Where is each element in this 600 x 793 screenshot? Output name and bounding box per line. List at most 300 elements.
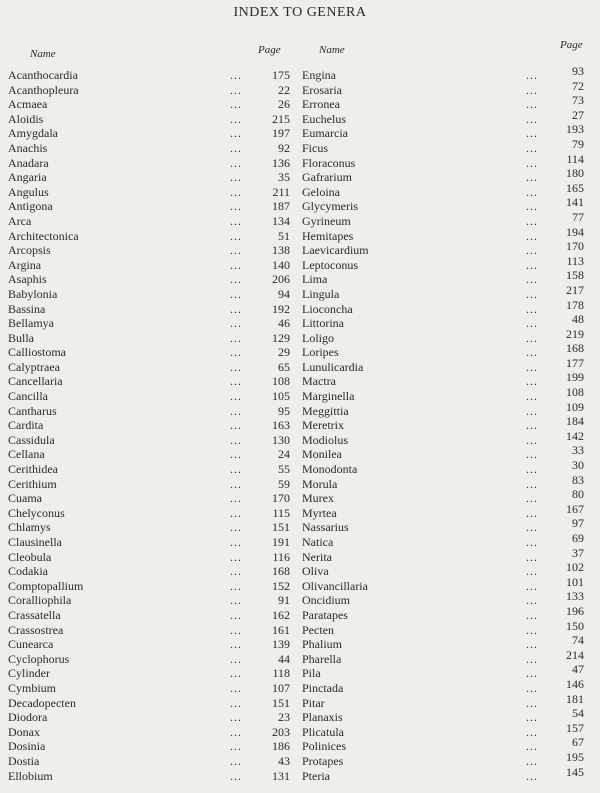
left-index-column <box>8 68 290 783</box>
dot-leader: ... <box>230 578 242 593</box>
index-entry <box>8 316 290 331</box>
dot-leader: ... <box>526 97 538 112</box>
genus-name: Modiolus <box>302 432 349 447</box>
page-number: 92 <box>278 140 290 155</box>
page-number: 109 <box>566 399 584 414</box>
dot-leader: ... <box>230 564 242 579</box>
page-number: 133 <box>566 589 584 604</box>
genus-name: Cancellaria <box>8 374 63 389</box>
right-name-header: Name <box>319 44 345 56</box>
index-entry <box>8 477 290 492</box>
page-number: 170 <box>272 491 290 506</box>
genus-name: Amygdala <box>8 126 58 141</box>
genus-name: Crassatella <box>8 607 61 622</box>
genus-name: Floraconus <box>302 155 356 170</box>
page-number: 91 <box>278 593 290 608</box>
index-entry <box>8 302 290 317</box>
genus-name: Cerithium <box>8 476 57 491</box>
index-entry <box>302 764 584 784</box>
dot-leader: ... <box>230 257 242 272</box>
genus-name: Glycymeris <box>302 199 358 214</box>
page-number: 163 <box>272 418 290 433</box>
page-number: 93 <box>572 64 584 78</box>
genus-name: Chelyconus <box>8 505 65 520</box>
dot-leader: ... <box>230 447 242 462</box>
dot-leader: ... <box>526 578 538 593</box>
index-entry <box>8 141 290 156</box>
page-number: 107 <box>272 680 290 695</box>
index-entry <box>8 404 290 419</box>
genus-name: Decadopecten <box>8 695 76 710</box>
genus-name: Coralliophila <box>8 593 72 608</box>
index-entry <box>8 725 290 740</box>
page-number: 140 <box>272 257 290 272</box>
page-number: 162 <box>272 607 290 622</box>
genus-name: Protapes <box>302 753 344 768</box>
page-number: 193 <box>566 122 584 137</box>
genus-name: Calliostoma <box>8 345 66 360</box>
right-index-column <box>302 64 584 783</box>
genus-name: Meggittia <box>302 403 349 418</box>
dot-leader: ... <box>526 622 538 637</box>
genus-name: Lingula <box>302 286 340 301</box>
page-number: 113 <box>566 253 584 268</box>
genus-name: Loligo <box>302 330 334 345</box>
genus-name: Donax <box>8 724 40 739</box>
genus-name: Geloina <box>302 184 340 199</box>
genus-name: Asaphis <box>8 272 47 287</box>
dot-leader: ... <box>526 593 538 608</box>
genus-name: Codakia <box>8 564 48 579</box>
genus-name: Cyclophorus <box>8 651 70 666</box>
page-number: 105 <box>272 389 290 404</box>
page-number: 51 <box>278 228 290 243</box>
index-entry <box>8 579 290 594</box>
dot-leader: ... <box>230 432 242 447</box>
page-number: 151 <box>272 520 290 535</box>
genus-name: Diodora <box>8 710 48 725</box>
index-entry <box>8 637 290 652</box>
genus-name: Nerita <box>302 549 332 564</box>
left-name-header: Name <box>30 48 56 60</box>
dot-leader: ... <box>526 199 538 214</box>
index-entry <box>8 112 290 127</box>
dot-leader: ... <box>230 199 242 214</box>
dot-leader: ... <box>230 301 242 316</box>
page-number: 186 <box>272 739 290 754</box>
genus-name: Cerithidea <box>8 462 58 477</box>
index-entry <box>8 550 290 565</box>
page-number: 65 <box>278 359 290 374</box>
page-number: 161 <box>272 622 290 637</box>
page-number: 168 <box>566 341 584 356</box>
genus-name: Pitar <box>302 695 325 710</box>
dot-leader: ... <box>526 213 538 228</box>
genus-name: Bassina <box>8 301 46 316</box>
dot-leader: ... <box>526 82 538 97</box>
genus-name: Calyptraea <box>8 359 60 374</box>
dot-leader: ... <box>526 286 538 301</box>
page-number: 77 <box>572 209 584 224</box>
dot-leader: ... <box>526 549 538 564</box>
genus-name: Lima <box>302 272 328 287</box>
dot-leader: ... <box>230 622 242 637</box>
page-number: 116 <box>272 549 290 564</box>
genus-name: Cellana <box>8 447 45 462</box>
genus-name: Polinices <box>302 739 346 754</box>
index-entry <box>8 389 290 404</box>
index-entry <box>8 769 290 784</box>
page-number: 211 <box>272 184 290 199</box>
page-number: 118 <box>272 666 290 681</box>
genus-name: Cardita <box>8 418 44 433</box>
page-number: 146 <box>566 676 584 691</box>
genus-name: Anadara <box>8 155 49 170</box>
genus-name: Hemitapes <box>302 228 354 243</box>
dot-leader: ... <box>230 710 242 725</box>
page-number: 26 <box>278 97 290 112</box>
genus-name: Cantharus <box>8 403 57 418</box>
genus-name: Planaxis <box>302 710 343 725</box>
page-number: 83 <box>572 472 584 487</box>
page-number: 196 <box>566 603 584 618</box>
index-entry <box>8 710 290 725</box>
genus-name: Loripes <box>302 345 339 360</box>
index-entry <box>8 564 290 579</box>
genus-name: Angulus <box>8 184 49 199</box>
page-number: 48 <box>572 312 584 327</box>
index-entry <box>8 681 290 696</box>
genus-name: Acanthopleura <box>8 82 79 97</box>
page-number: 215 <box>272 111 290 126</box>
index-entry <box>8 491 290 506</box>
genus-name: Murex <box>302 491 334 506</box>
page-number: 67 <box>572 735 584 750</box>
genus-name: Babylonia <box>8 286 58 301</box>
genus-name: Ficus <box>302 140 329 155</box>
index-entry <box>8 623 290 638</box>
genus-name: Plicatula <box>302 724 344 739</box>
dot-leader: ... <box>230 345 242 360</box>
genus-name: Eumarcia <box>302 126 348 141</box>
page-number: 151 <box>272 695 290 710</box>
dot-leader: ... <box>230 695 242 710</box>
dot-leader: ... <box>526 243 538 258</box>
page-number: 43 <box>278 753 290 768</box>
page-number: 24 <box>278 447 290 462</box>
index-entry <box>8 696 290 711</box>
dot-leader: ... <box>526 418 538 433</box>
genus-name: Crassostrea <box>8 622 64 637</box>
page-number: 55 <box>278 462 290 477</box>
index-entry <box>8 374 290 389</box>
dot-leader: ... <box>526 753 538 768</box>
genus-name: Phalium <box>302 637 343 652</box>
page-number: 214 <box>566 647 584 662</box>
dot-leader: ... <box>230 111 242 126</box>
dot-leader: ... <box>526 666 538 681</box>
index-entry <box>8 520 290 535</box>
page-number: 102 <box>566 560 584 575</box>
genus-name: Comptopallium <box>8 578 84 593</box>
dot-leader: ... <box>230 228 242 243</box>
page-number: 139 <box>272 637 290 652</box>
dot-leader: ... <box>230 520 242 535</box>
dot-leader: ... <box>230 126 242 141</box>
page-number: 145 <box>566 764 584 779</box>
genus-name: Anachis <box>8 140 48 155</box>
genus-name: Monodonta <box>302 462 358 477</box>
index-entry <box>8 185 290 200</box>
dot-leader: ... <box>526 491 538 506</box>
dot-leader: ... <box>526 68 538 82</box>
dot-leader: ... <box>526 739 538 754</box>
genus-name: Acanthocardia <box>8 68 78 82</box>
page-number: 97 <box>572 516 584 531</box>
genus-name: Cymbium <box>8 680 57 695</box>
page-number: 74 <box>572 633 584 648</box>
genus-name: Chlamys <box>8 520 51 535</box>
page-number: 69 <box>572 531 584 545</box>
genus-name: Oncidium <box>302 593 350 608</box>
dot-leader: ... <box>230 418 242 433</box>
index-entry <box>8 433 290 448</box>
dot-leader: ... <box>526 111 538 126</box>
index-entry <box>8 199 290 214</box>
page-number: 101 <box>566 574 584 589</box>
dot-leader: ... <box>230 476 242 491</box>
genus-name: Littorina <box>302 316 344 331</box>
page-number: 95 <box>278 403 290 418</box>
index-entry <box>8 83 290 98</box>
index-entry <box>8 418 290 433</box>
genus-name: Bellamya <box>8 316 54 331</box>
page-number: 219 <box>566 326 584 341</box>
dot-leader: ... <box>526 432 538 447</box>
page-number: 191 <box>272 535 290 549</box>
genus-name: Paratapes <box>302 607 348 622</box>
page-number: 181 <box>566 691 584 706</box>
page-number: 177 <box>566 355 584 370</box>
genus-name: Arcopsis <box>8 243 51 258</box>
genus-name: Pteria <box>302 768 330 783</box>
dot-leader: ... <box>526 535 538 549</box>
dot-leader: ... <box>526 505 538 520</box>
dot-leader: ... <box>230 593 242 608</box>
index-entry <box>8 360 290 375</box>
genus-name: Gafrarium <box>302 170 352 185</box>
dot-leader: ... <box>230 462 242 477</box>
index-entry <box>8 258 290 273</box>
index-entry <box>8 156 290 171</box>
dot-leader: ... <box>526 462 538 477</box>
page-number: 108 <box>566 385 584 400</box>
page-number: 184 <box>566 414 584 429</box>
dot-leader: ... <box>230 651 242 666</box>
dot-leader: ... <box>230 535 242 549</box>
index-entry <box>8 754 290 769</box>
dot-leader: ... <box>230 389 242 404</box>
page-number: 30 <box>572 458 584 473</box>
page-number: 178 <box>566 297 584 312</box>
dot-leader: ... <box>230 155 242 170</box>
page-number: 217 <box>566 282 584 297</box>
page-number: 44 <box>278 651 290 666</box>
index-entry <box>8 331 290 346</box>
genus-name: Acmaea <box>8 97 48 112</box>
dot-leader: ... <box>526 155 538 170</box>
page-number: 29 <box>278 345 290 360</box>
genus-name: Erosaria <box>302 82 342 97</box>
genus-name: Argina <box>8 257 42 272</box>
dot-leader: ... <box>526 389 538 404</box>
genus-name: Clausinella <box>8 535 62 549</box>
page-number: 197 <box>272 126 290 141</box>
dot-leader: ... <box>526 345 538 360</box>
dot-leader: ... <box>230 666 242 681</box>
index-entry <box>8 272 290 287</box>
genus-name: Laevicardium <box>302 243 369 258</box>
page-number: 165 <box>566 180 584 195</box>
dot-leader: ... <box>230 403 242 418</box>
dot-leader: ... <box>230 272 242 287</box>
page-number: 157 <box>566 720 584 735</box>
page-number: 158 <box>566 268 584 283</box>
page-number: 115 <box>272 505 290 520</box>
page-number: 203 <box>272 724 290 739</box>
genus-name: Olivancillaria <box>302 578 368 593</box>
page-number: 195 <box>566 749 584 764</box>
dot-leader: ... <box>230 724 242 739</box>
dot-leader: ... <box>230 286 242 301</box>
left-page-header: Page <box>258 44 281 56</box>
dot-leader: ... <box>230 140 242 155</box>
page-number: 37 <box>572 545 584 560</box>
genus-name: Marginella <box>302 389 355 404</box>
page-number: 150 <box>566 618 584 633</box>
genus-name: Erronea <box>302 97 340 112</box>
dot-leader: ... <box>526 564 538 579</box>
page-number: 33 <box>572 443 584 458</box>
genus-name: Bulla <box>8 330 34 345</box>
genus-name: Cuama <box>8 491 42 506</box>
genus-name: Myrtea <box>302 505 337 520</box>
page-number: 54 <box>572 706 584 721</box>
dot-leader: ... <box>230 549 242 564</box>
dot-leader: ... <box>230 768 242 783</box>
page-number: 175 <box>272 68 290 82</box>
genus-name: Cassidula <box>8 432 55 447</box>
genus-name: Pinctada <box>302 680 344 695</box>
dot-leader: ... <box>526 637 538 652</box>
dot-leader: ... <box>230 82 242 97</box>
index-entry <box>8 345 290 360</box>
genus-name: Gyrineum <box>302 213 351 228</box>
genus-name: Architectonica <box>8 228 79 243</box>
page-number: 130 <box>272 432 290 447</box>
dot-leader: ... <box>526 316 538 331</box>
index-entry <box>8 666 290 681</box>
dot-leader: ... <box>230 607 242 622</box>
index-entry <box>8 243 290 258</box>
index-entry <box>8 593 290 608</box>
page-number: 152 <box>272 578 290 593</box>
page-number: 80 <box>572 487 584 502</box>
genus-name: Pila <box>302 666 321 681</box>
genus-name: Monilea <box>302 447 342 462</box>
dot-leader: ... <box>230 753 242 768</box>
genus-name: Mactra <box>302 374 336 389</box>
page-number: 170 <box>566 239 584 254</box>
dot-leader: ... <box>526 768 538 783</box>
page-number: 47 <box>572 662 584 677</box>
index-entry <box>8 68 290 83</box>
index-entry <box>8 608 290 623</box>
dot-leader: ... <box>230 68 242 82</box>
index-entry <box>8 170 290 185</box>
page-title: INDEX TO GENERA <box>233 5 367 20</box>
page-number: 131 <box>272 768 290 783</box>
page-number: 94 <box>278 286 290 301</box>
genus-name: Oliva <box>302 564 329 579</box>
dot-leader: ... <box>526 257 538 272</box>
dot-leader: ... <box>230 170 242 185</box>
dot-leader: ... <box>526 520 538 535</box>
genus-name: Euchelus <box>302 111 346 126</box>
dot-leader: ... <box>230 505 242 520</box>
index-entry <box>8 506 290 521</box>
dot-leader: ... <box>526 403 538 418</box>
page-number: 27 <box>572 107 584 122</box>
dot-leader: ... <box>526 651 538 666</box>
right-page-header: Page <box>560 39 583 51</box>
dot-leader: ... <box>230 330 242 345</box>
index-entry <box>8 97 290 112</box>
genus-name: Dosinia <box>8 739 46 754</box>
page-number: 73 <box>572 93 584 108</box>
genus-name: Cleobula <box>8 549 52 564</box>
genus-name: Lioconcha <box>302 301 353 316</box>
dot-leader: ... <box>526 140 538 155</box>
dot-leader: ... <box>230 359 242 374</box>
genus-name: Cylinder <box>8 666 50 681</box>
page-number: 138 <box>272 243 290 258</box>
dot-leader: ... <box>230 97 242 112</box>
genus-name: Aloidis <box>8 111 44 126</box>
page-number: 194 <box>566 224 584 239</box>
genus-name: Cunearca <box>8 637 54 652</box>
page-number: 167 <box>566 501 584 516</box>
index-entry <box>8 652 290 667</box>
index-entry <box>8 447 290 462</box>
index-entry <box>8 126 290 141</box>
dot-leader: ... <box>230 491 242 506</box>
genus-name: Lunulicardia <box>302 359 364 374</box>
index-entry <box>8 287 290 302</box>
index-entry <box>8 229 290 244</box>
page-number: 134 <box>272 213 290 228</box>
genus-name: Cancilla <box>8 389 48 404</box>
page-number: 187 <box>272 199 290 214</box>
page-number: 168 <box>272 564 290 579</box>
dot-leader: ... <box>230 184 242 199</box>
dot-leader: ... <box>526 184 538 199</box>
genus-name: Dostia <box>8 753 40 768</box>
genus-name: Pharella <box>302 651 342 666</box>
index-entry <box>8 462 290 477</box>
dot-leader: ... <box>230 374 242 389</box>
page-number: 180 <box>566 166 584 181</box>
